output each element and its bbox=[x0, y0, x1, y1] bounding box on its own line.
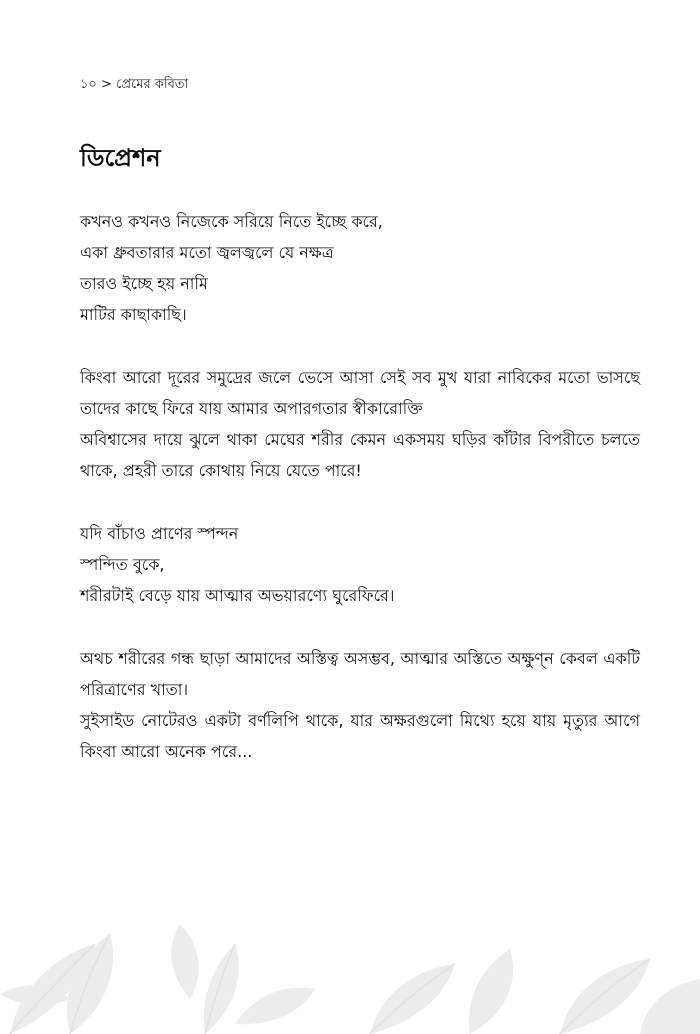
stanza-1-line-2: একা ধ্রুবতারার মতো জ্বলজ্বলে যে নক্ষত্র bbox=[80, 243, 334, 262]
stanza-3-line-2: স্পন্দিত বুকে, bbox=[80, 555, 165, 574]
stanza-3 bbox=[80, 518, 640, 611]
stanza-2-paragraph-1: কিংবা আরো দূরের সমুদ্রের জলে ভেসে আসা সেই সব মুখ যারা নাবিকের মতো ভাসছে তাদের কাছে ফিরে যায় আমার অপারগতার স্বীকারোক্তি bbox=[80, 368, 640, 418]
stanza-1 bbox=[80, 206, 640, 330]
stanza-2 bbox=[80, 362, 640, 486]
stanza-1-line-4: মাটির কাছাকাছি। bbox=[80, 305, 187, 324]
poem-title: ডিপ্রেশন bbox=[80, 144, 161, 172]
stanza-4 bbox=[80, 643, 640, 767]
stanza-4-paragraph-1: অথচ শরীরের গন্ধ ছাড়া আমাদের অস্তিত্ব অসম্ভব, আত্মার অস্তিতে অক্ষুণ্ন কেবল একটি পরিত্রাণের খাতা। bbox=[80, 649, 640, 699]
stanza-4-paragraph-2: সুইসাইড নোটেরও একটা বর্ণলিপি থাকে, যার অক্ষরগুলো মিথ্যে হয়ে যায় মৃত্যুর আগে কিংবা আরো অনেক পরে... bbox=[80, 711, 640, 761]
stanza-1-line-1: কখনও কখনও নিজেকে সরিয়ে নিতে ইচ্ছে করে, bbox=[80, 212, 383, 231]
running-header: ১০ > প্রেমের কবিতা bbox=[80, 77, 189, 92]
leaf-branch-illustration-icon bbox=[0, 874, 700, 1034]
stanza-3-line-3: শরীরটাই বেড়ে যায় আত্মার অভয়ারণ্যে ঘুরেফিরে। bbox=[80, 586, 395, 605]
stanza-1-line-3: তারও ইচ্ছে হয় নামি bbox=[80, 274, 208, 293]
stanza-3-line-1: যদি বাঁচাও প্রাণের স্পন্দন bbox=[80, 524, 239, 543]
stanza-2-paragraph-2: অবিশ্বাসের দায়ে ঝুলে থাকা মেঘের শরীর কেমন একসময় ঘড়ির কাঁটার বিপরীতে চলতে থাকে, প্রহরী তারে কোথায় নিয়ে যেতে পারে! bbox=[80, 430, 640, 480]
poem-body bbox=[80, 206, 640, 799]
